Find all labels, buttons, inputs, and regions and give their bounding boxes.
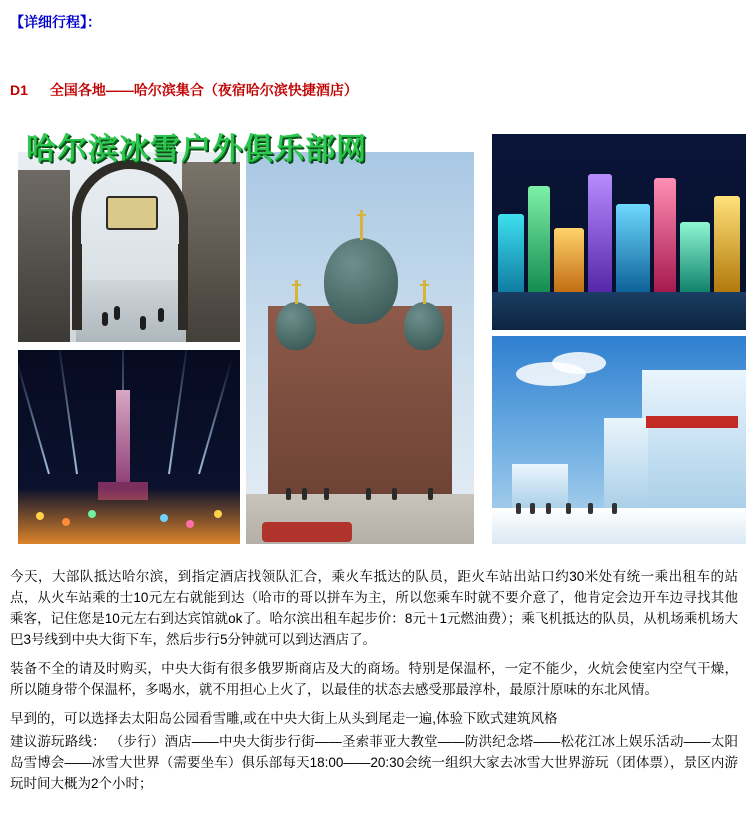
page-section-title: 【详细行程】： bbox=[10, 14, 101, 30]
day-heading bbox=[10, 80, 358, 100]
photo-saint-sophia-cathedral bbox=[246, 152, 474, 544]
paragraph-3: 早到的，可以选择去太阳岛公园看雪雕,或在中央大街上从头到尾走一遍,体验下欧式建筑风格 bbox=[10, 711, 558, 726]
photo-ice-festival-castles bbox=[492, 134, 746, 330]
itinerary-body-text bbox=[10, 566, 738, 796]
day-code: D1 bbox=[10, 82, 28, 98]
watermark-text: 哈尔滨冰雪户外俱乐部网 bbox=[26, 132, 367, 167]
paragraph-4: 建议游玩路线： （步行）酒店——中央大街步行街——圣索菲亚大教堂——防洪纪念塔——松花江冰上娱乐活动——太阳岛雪博会——冰雪大世界（需要坐车）俱乐部每天18:00——20:30会统一组织大家去冰雪大世界游玩（团体票），景区内游玩时间大概为2个小时； bbox=[10, 734, 738, 791]
photo-ice-snow-world-daylight bbox=[492, 336, 746, 544]
paragraph-1: 今天，大部队抵达哈尔滨，到指定酒店找领队汇合，乘火车抵达的队员，距火车站出站口约30米处有统一乘出租车的站点，从火车站乘的士10元左右就能到达（哈市的哥以拼车为主，所以您乘车时就不要介意了，他肯定会边开车边寻找其他乘客，记住您是10元左右到达宾馆就ok了。哈尔滨出租车起步价：8元＋1元燃油费）；乘飞机抵达的队员，从机场乘机场大巴3号线到中央大街下车，然后步行5分钟就可以到达酒店了。 bbox=[10, 569, 738, 647]
photo-night-square-lights bbox=[18, 350, 240, 544]
photo-collage bbox=[18, 124, 728, 544]
photo-snowy-street-arch bbox=[18, 152, 240, 342]
paragraph-2: 装备不全的请及时购买，中央大街有很多俄罗斯商店及大的商场。特别是保温杯，一定不能少，火炕会使室内空气干燥，所以随身带个保温杯，多喝水，就不用担心上火了，以最佳的状态去感受那最淳朴，最原汁原味的东北风情。 bbox=[10, 661, 738, 697]
day-title: 全国各地——哈尔滨集合（夜宿哈尔滨快捷酒店） bbox=[49, 82, 358, 98]
